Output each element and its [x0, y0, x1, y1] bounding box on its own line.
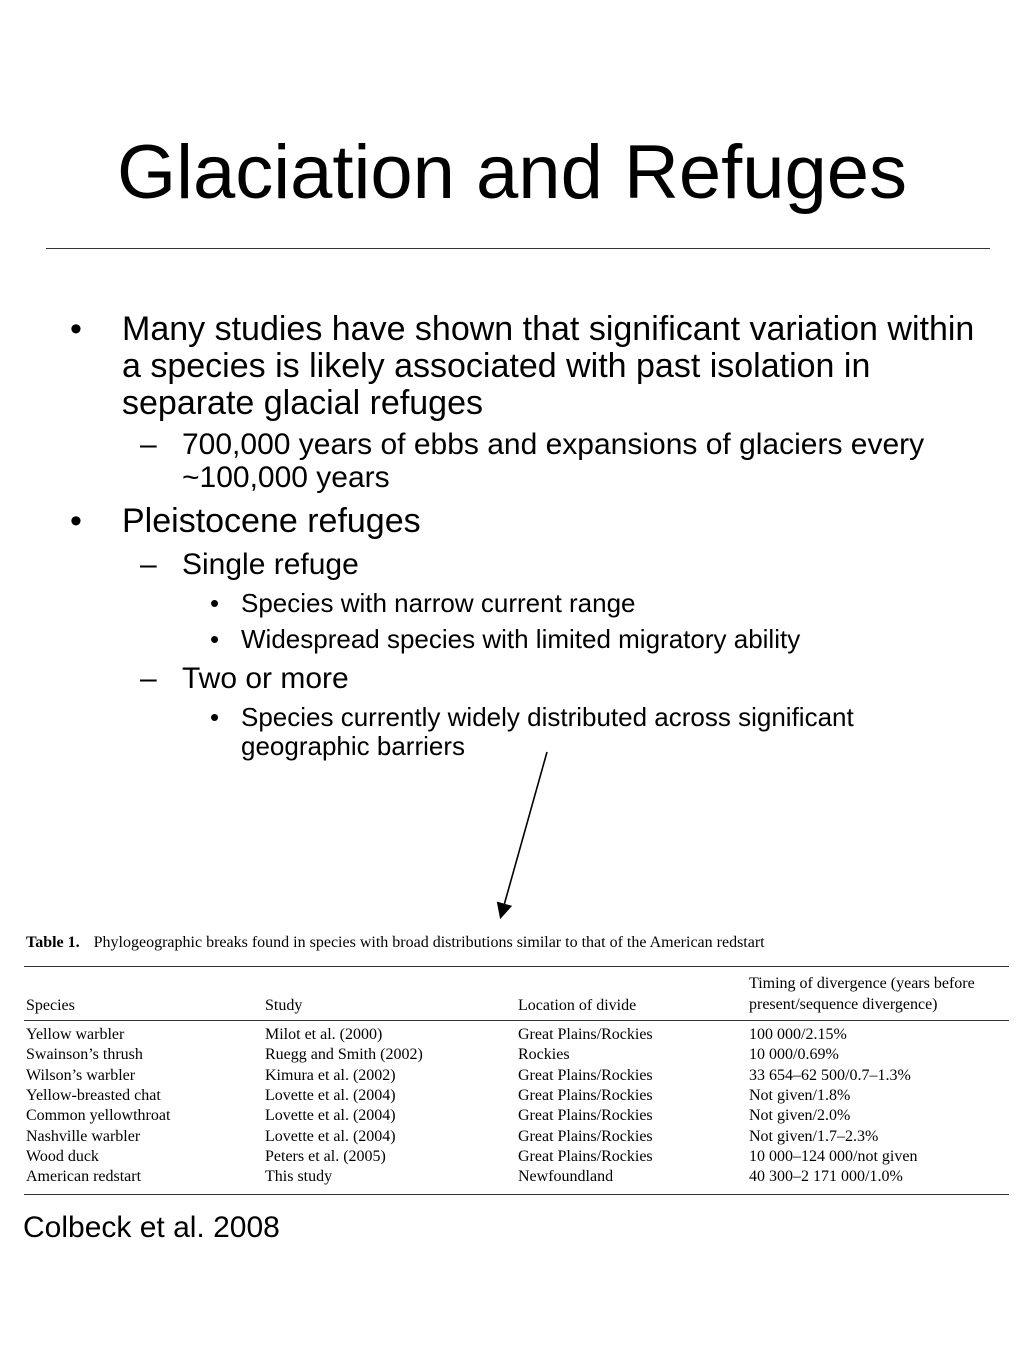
table-cell: 10 000/0.69% [749, 1046, 839, 1064]
table-cell: Lovette et al. (2004) [265, 1127, 396, 1145]
table-cell: Peters et al. (2005) [265, 1147, 386, 1165]
sub-bullet-single-refuge: Single refuge [182, 548, 359, 581]
bullet-glacial-variation: Many studies have shown that significant variation within a species is likely associated with past isolation in separate glacial refuges [122, 310, 975, 422]
table-cell: 100 000/2.15% [749, 1026, 847, 1043]
table-cell: 10 000–124 000/not given [749, 1147, 918, 1165]
table-cell: Ruegg and Smith (2002) [265, 1046, 423, 1064]
sub-bullet-marker: – [140, 662, 157, 695]
slide-title: Glaciation and Refuges [116, 130, 908, 215]
table-cell: This study [265, 1168, 333, 1186]
table-cell: Newfoundland [518, 1168, 614, 1186]
table-bottom-rule [24, 1194, 1009, 1195]
table-top-rule [24, 966, 1009, 967]
sub-sub-bullet-limited-migration: Widespread species with limited migratory ability [241, 624, 801, 654]
table-cell: 33 654–62 500/0.7–1.3% [749, 1066, 911, 1084]
table-cell: Wood duck [26, 1147, 99, 1165]
table-cell: Kimura et al. (2002) [265, 1066, 396, 1084]
sub-sub-bullet-narrow-range: Species with narrow current range [241, 588, 636, 618]
table-cell: Common yellowthroat [26, 1107, 171, 1125]
table-header-timing: Timing of divergence (years before present/sequence divergence) [749, 975, 975, 1013]
sub-sub-bullet-marker: • [210, 588, 220, 618]
sub-sub-bullet-marker: • [210, 702, 220, 732]
table-cell: Swainson’s thrush [26, 1046, 143, 1064]
table-header-study: Study [265, 997, 303, 1014]
table-cell: American redstart [26, 1168, 142, 1186]
table-cell: Yellow-breasted chat [26, 1086, 161, 1104]
table-cell: Not given/2.0% [749, 1107, 851, 1125]
table-label: Table 1. [26, 934, 80, 951]
table-cell: Lovette et al. (2004) [265, 1086, 396, 1104]
table-caption [26, 932, 765, 954]
table-cell: Great Plains/Rockies [518, 1127, 653, 1145]
sub-bullet-marker: – [140, 548, 157, 581]
table-cell: Great Plains/Rockies [518, 1086, 653, 1104]
table-cell: Wilson’s warbler [26, 1066, 136, 1084]
table-cell: Nashville warbler [26, 1127, 141, 1145]
sub-sub-bullet-widely-distributed: Species currently widely distributed across significant geographic barriers [241, 702, 854, 761]
table-cell: Yellow warbler [26, 1026, 125, 1043]
sub-bullet-two-or-more: Two or more [182, 662, 349, 695]
table-caption-text: Phylogeographic breaks found in species with broad distributions similar to that of the American redstart [93, 934, 765, 951]
bullet-marker: • [70, 310, 82, 348]
sub-sub-bullet-marker: • [210, 624, 220, 654]
table-cell: Rockies [518, 1046, 570, 1064]
table-header-species: Species [26, 997, 75, 1014]
sub-bullet-marker: – [140, 428, 157, 461]
table-cell: Great Plains/Rockies [518, 1026, 653, 1043]
table-header-location: Location of divide [518, 997, 637, 1014]
table-header-rule [24, 1020, 1009, 1021]
table-cell: Great Plains/Rockies [518, 1066, 653, 1084]
bullet-pleistocene-refuges: Pleistocene refuges [122, 502, 421, 540]
table-cell: Great Plains/Rockies [518, 1147, 653, 1165]
citation-credit: Colbeck et al. 2008 [23, 1211, 280, 1244]
bullet-marker: • [70, 502, 82, 540]
table-cell: Milot et al. (2000) [265, 1026, 383, 1043]
table-cell: 40 300–2 171 000/1.0% [749, 1168, 903, 1186]
table-cell: Not given/1.7–2.3% [749, 1127, 879, 1145]
table-cell: Great Plains/Rockies [518, 1107, 653, 1125]
table-cell: Lovette et al. (2004) [265, 1107, 396, 1125]
sub-bullet-glacier-cycles: 700,000 years of ebbs and expansions of glaciers every ~100,000 years [182, 428, 925, 494]
table-cell: Not given/1.8% [749, 1086, 851, 1104]
